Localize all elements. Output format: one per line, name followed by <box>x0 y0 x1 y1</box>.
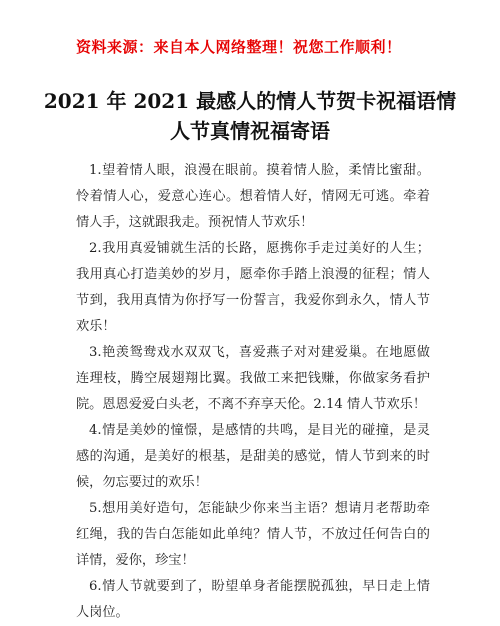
paragraph-1: 1.望着情人眼，浪漫在眼前。摸着情人脸，柔情比蜜甜。怜着情人心，爱意心连心。想着情人好，情网无可逃。牵着情人手，这就跟我走。预祝情人节欢乐！ <box>76 163 430 230</box>
document-title <box>40 86 460 146</box>
paragraph-3: 3.艳羡鸳鸯戏水双双飞，喜爱燕子对对建爱巢。在地愿做连理枝，腾空展翅翔比翼。我做工来把钱赚，你做家务看护院。恩恩爱爱白头老，不离不弃享天伦。2.14 情人节欢乐！ <box>76 345 430 412</box>
paragraph-5: 5.想用美好造句，怎能缺少你来当主语？想请月老帮助牵红绳，我的告白怎能如此单纯？情人节，不放过任何告白的详情，爱你，珍宝！ <box>76 501 430 568</box>
title-line-2: 人节真情祝福寄语 <box>170 119 330 143</box>
source-note: 资料来源：来自本人网络整理！祝您工作顺利！ <box>76 38 402 56</box>
document-body <box>76 158 430 626</box>
paragraph-2: 2.我用真爱铺就生活的长路，愿携你手走过美好的人生；我用真心打造美妙的岁月，愿牵你手踏上浪漫的征程；情人节到，我用真情为你抒写一份誓言，我爱你到永久，情人节欢乐！ <box>76 241 430 334</box>
title-line-1: 2021 年 2021 最感人的情人节贺卡祝福语情 <box>43 89 457 113</box>
paragraph-4: 4.情是美妙的憧憬，是感情的共鸣，是目光的碰撞，是灵感的沟通，是美好的根基，是甜美的感觉，情人节到来的时候，勿忘要过的欢乐！ <box>76 423 430 490</box>
paragraph-6: 6.情人节就要到了，盼望单身者能摆脱孤独，早日走上情人岗位。 <box>76 579 430 620</box>
